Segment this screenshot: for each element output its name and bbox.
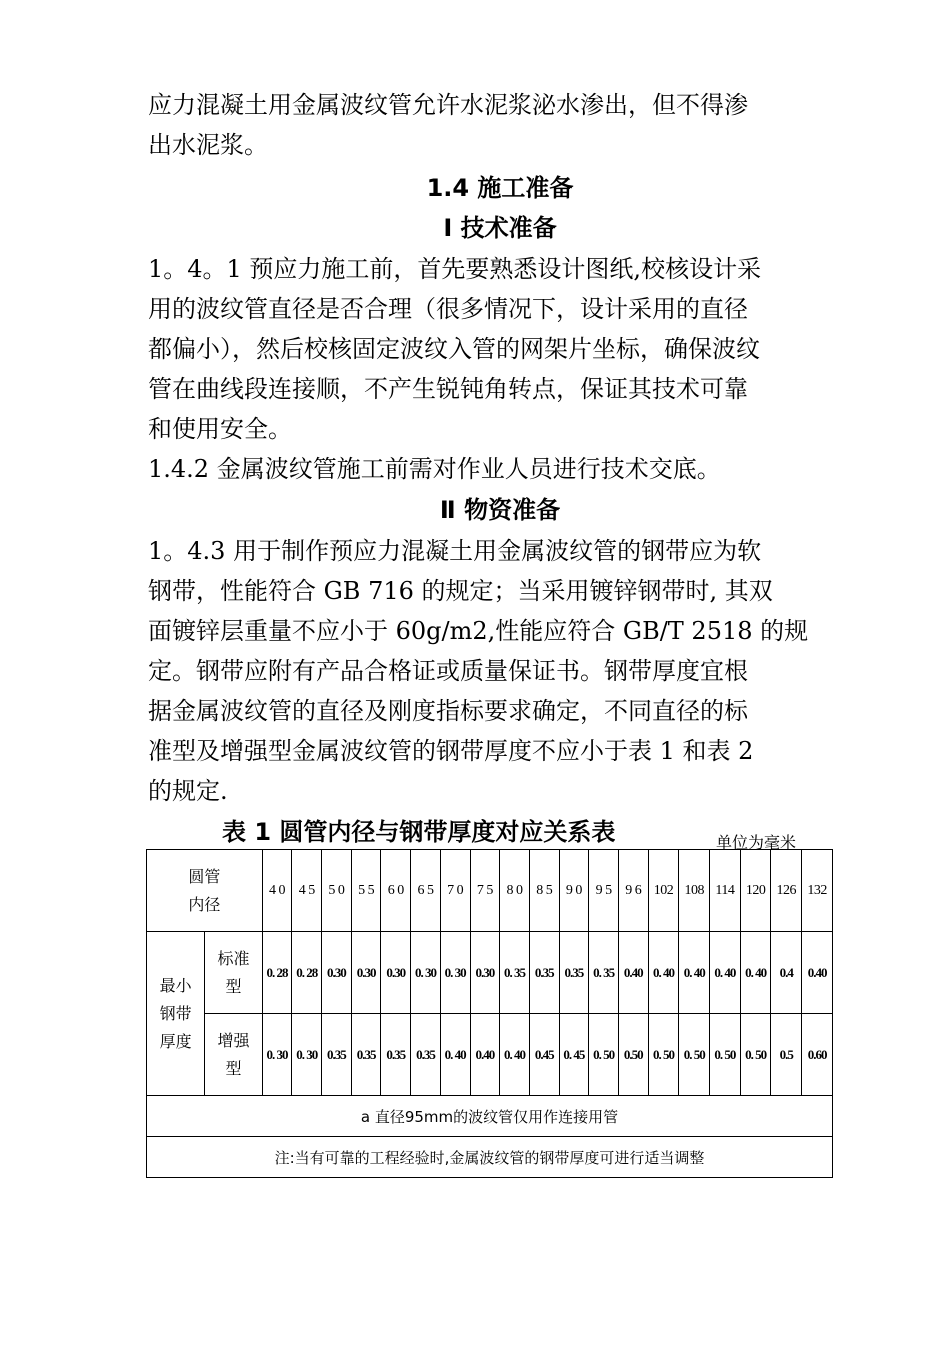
reinforced-type-label-cell: [205, 1014, 262, 1096]
table-note-row: [147, 1137, 833, 1178]
reinforced-thickness-cell: 0. 50: [589, 1014, 619, 1096]
standard-thickness-cell: 0.30: [470, 932, 500, 1014]
diameter-cell: 114: [710, 850, 741, 932]
standard-thickness-cell: 0. 28: [262, 932, 292, 1014]
text-line: 管在曲线段连接顺，不产生锐钝角转点，保证其技术可靠: [148, 375, 748, 403]
table-note-row: [147, 1096, 833, 1137]
table-footnote-a: a 直径95mm的波纹管仅用作连接用管: [147, 1096, 833, 1137]
thickness-table: [146, 849, 833, 1178]
reinforced-thickness-cell: 0.40: [470, 1014, 500, 1096]
table-unit: 单位为毫米: [716, 833, 797, 852]
standard-thickness-cell: 0. 40: [679, 932, 710, 1014]
diameter-cell: 8 0: [500, 850, 530, 932]
subsection-heading-material: Ⅱ 物资准备: [439, 496, 561, 524]
text-line: 1。4.3 用于制作预应力混凝土用金属波纹管的钢带应为软: [148, 537, 762, 565]
reinforced-thickness-cell: 0.5: [771, 1014, 802, 1096]
row-group-label: 厚度: [159, 1031, 192, 1051]
type-label: 增强: [217, 1030, 250, 1050]
standard-thickness-cell: 0. 30: [411, 932, 441, 1014]
standard-type-label-cell: [205, 932, 262, 1014]
reinforced-thickness-cell: 0.35: [322, 1014, 352, 1096]
text-line: 定。钢带应附有产品合格证或质量保证书。钢带厚度宜根: [148, 657, 748, 685]
diameter-cell: 4 5: [292, 850, 322, 932]
reinforced-thickness-cell: 0. 50: [648, 1014, 679, 1096]
text-line: 1.4.2 金属波纹管施工前需对作业人员进行技术交底。: [148, 455, 721, 483]
paragraph-intro: [148, 85, 848, 165]
paragraph-1-4-1: [148, 249, 848, 449]
row-group-label-cell: [147, 932, 205, 1096]
diameter-cell: 108: [679, 850, 710, 932]
text-line: 钢带，性能符合 GB 716 的规定；当采用镀锌钢带时, 其双: [148, 577, 773, 605]
standard-thickness-cell: 0. 35: [589, 932, 619, 1014]
reinforced-thickness-cell: 0.35: [411, 1014, 441, 1096]
standard-thickness-cell: 0. 35: [500, 932, 530, 1014]
reinforced-thickness-cell: 0. 30: [292, 1014, 322, 1096]
row-group-label: 最小: [159, 975, 192, 995]
standard-thickness-cell: 0.40: [802, 932, 833, 1014]
standard-thickness-cell: 0. 40: [648, 932, 679, 1014]
diameter-cell: 6 0: [381, 850, 411, 932]
text-line: 面镀锌层重量不应小于 60g/m2,性能应符合 GB/T 2518 的规: [148, 617, 809, 645]
diameter-cell: 4 0: [262, 850, 292, 932]
text-line: 准型及增强型金属波纹管的钢带厚度不应小于表 1 和表 2: [148, 737, 754, 765]
standard-thickness-cell: 0.40: [618, 932, 648, 1014]
standard-thickness-cell: 0. 28: [292, 932, 322, 1014]
diameter-cell: 7 5: [470, 850, 500, 932]
standard-thickness-cell: 0. 40: [710, 932, 741, 1014]
paragraph-1-4-3: [148, 531, 848, 811]
type-label: 型: [225, 976, 242, 996]
table-row-reinforced: [147, 1014, 833, 1096]
reinforced-thickness-cell: 0.45: [529, 1014, 559, 1096]
text-line: 出水泥浆。: [148, 131, 268, 159]
header-label: 内径: [188, 894, 221, 914]
text-line: 都偏小），然后校核固定波纹入管的网架片坐标，确保波纹: [148, 335, 760, 363]
header-cell-diameter: [147, 850, 263, 932]
diameter-cell: 126: [771, 850, 802, 932]
table-row-standard: [147, 932, 833, 1014]
diameter-cell: 9 5: [589, 850, 619, 932]
standard-thickness-cell: 0.35: [529, 932, 559, 1014]
text-line: 和使用安全。: [148, 415, 292, 443]
reinforced-thickness-cell: 0. 45: [559, 1014, 589, 1096]
text-line: 据金属波纹管的直径及刚度指标要求确定，不同直径的标: [148, 697, 748, 725]
diameter-cell: 9 0: [559, 850, 589, 932]
text-line: 用的波纹管直径是否合理（很多情况下，设计采用的直径: [148, 295, 748, 323]
subsection-heading-tech: Ⅰ 技术准备: [443, 214, 557, 242]
diameter-cell: 102: [648, 850, 679, 932]
reinforced-thickness-cell: 0.50: [618, 1014, 648, 1096]
standard-thickness-cell: 0. 40: [740, 932, 771, 1014]
text-line: 应力混凝土用金属波纹管允许水泥浆泌水渗出，但不得渗: [148, 91, 748, 119]
paragraph-1-4-2: [148, 449, 848, 489]
reinforced-thickness-cell: 0. 40: [500, 1014, 530, 1096]
standard-thickness-cell: 0. 30: [440, 932, 470, 1014]
diameter-cell: 120: [740, 850, 771, 932]
standard-thickness-cell: 0.30: [381, 932, 411, 1014]
row-group-label: 钢带: [159, 1003, 192, 1023]
reinforced-thickness-cell: 0. 50: [710, 1014, 741, 1096]
text-line: 1。4。1 预应力施工前，首先要熟悉设计图纸,校核设计采: [148, 255, 762, 283]
header-label: 圆管: [188, 866, 221, 886]
standard-thickness-cell: 0.30: [322, 932, 352, 1014]
table-title: 表 1 圆管内径与钢带厚度对应关系表: [222, 818, 616, 846]
reinforced-thickness-cell: 0.35: [381, 1014, 411, 1096]
diameter-cell: 5 0: [322, 850, 352, 932]
diameter-cell: 5 5: [351, 850, 381, 932]
diameter-cell: 8 5: [529, 850, 559, 932]
reinforced-thickness-cell: 0. 50: [740, 1014, 771, 1096]
diameter-cell: 9 6: [618, 850, 648, 932]
standard-thickness-cell: 0.4: [771, 932, 802, 1014]
standard-thickness-cell: 0.35: [559, 932, 589, 1014]
reinforced-thickness-cell: 0.35: [351, 1014, 381, 1096]
diameter-cell: 7 0: [440, 850, 470, 932]
type-label: 型: [225, 1058, 242, 1078]
standard-thickness-cell: 0.30: [351, 932, 381, 1014]
type-label: 标准: [217, 948, 250, 968]
reinforced-thickness-cell: 0. 30: [262, 1014, 292, 1096]
table-note: 注:当有可靠的工程经验时,金属波纹管的钢带厚度可进行适当调整: [147, 1137, 833, 1178]
section-heading: 1.4 施工准备: [426, 174, 574, 202]
diameter-cell: 132: [802, 850, 833, 932]
diameter-cell: 6 5: [411, 850, 441, 932]
text-line: 的规定.: [148, 777, 228, 805]
reinforced-thickness-cell: 0. 40: [440, 1014, 470, 1096]
reinforced-thickness-cell: 0. 50: [679, 1014, 710, 1096]
table-header-row: [147, 850, 833, 932]
reinforced-thickness-cell: 0.60: [802, 1014, 833, 1096]
